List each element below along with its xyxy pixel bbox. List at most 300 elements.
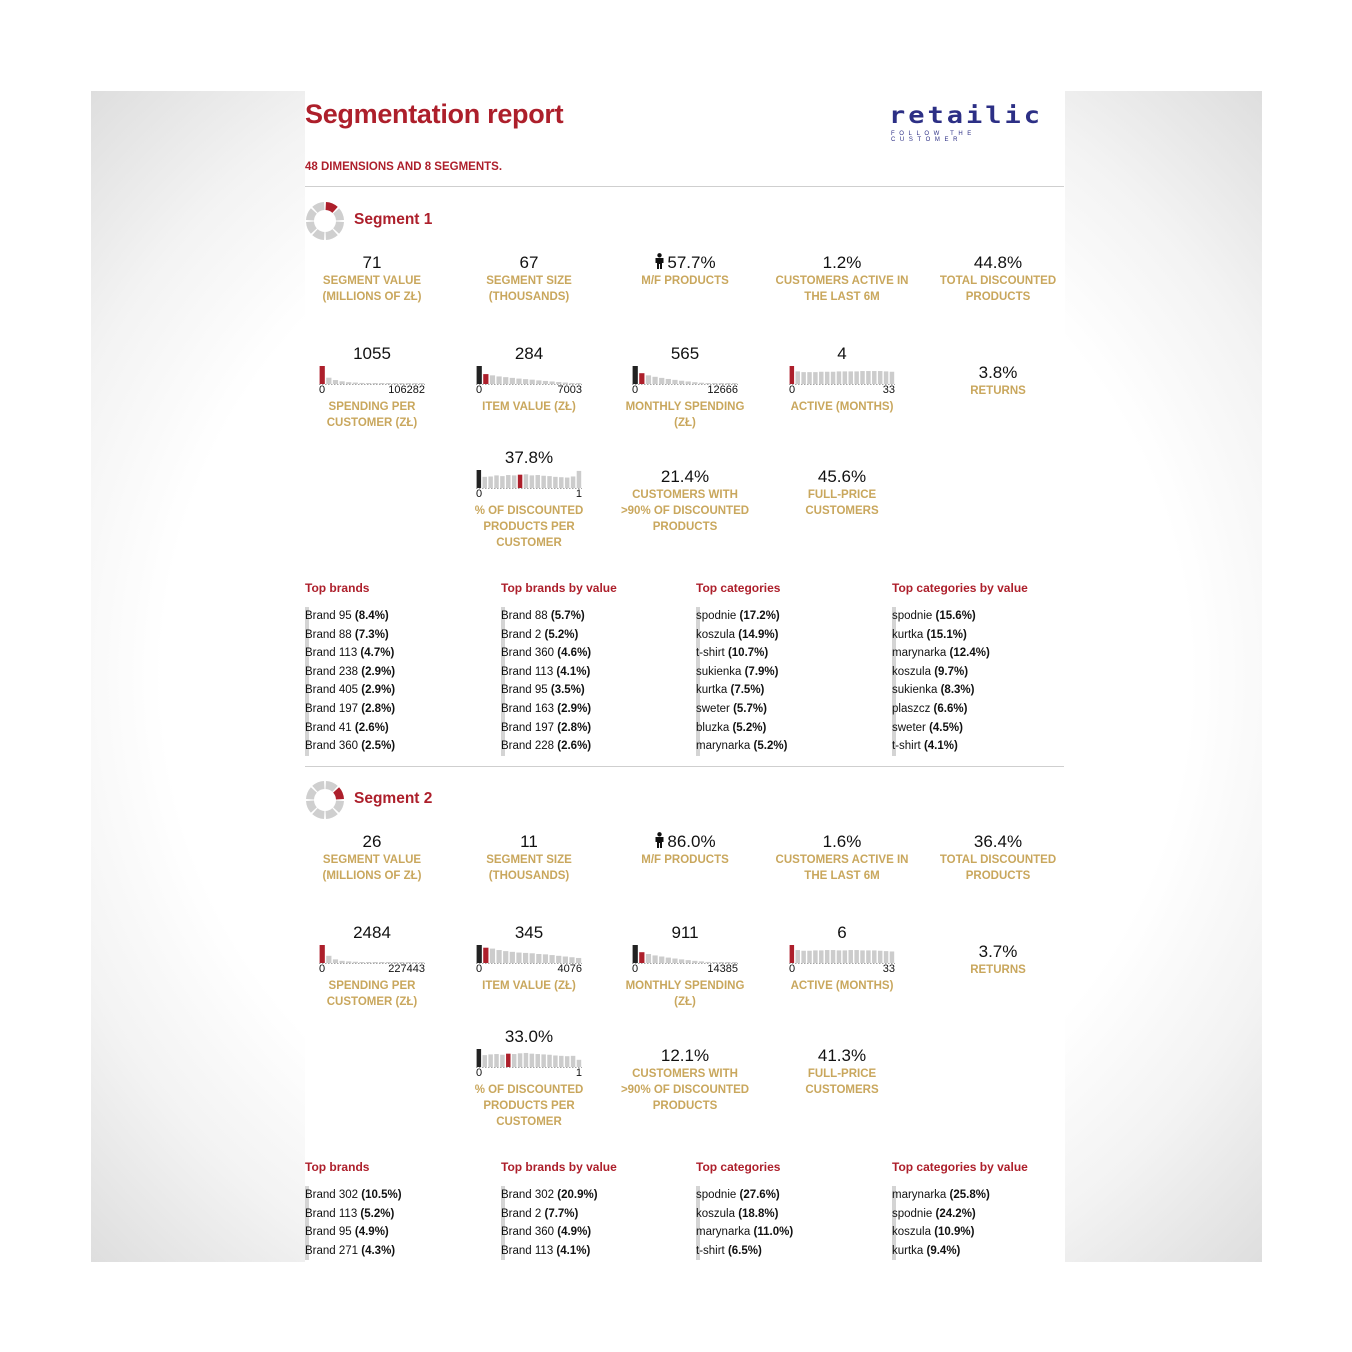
hist-bar <box>496 950 501 963</box>
list-item <box>501 1223 691 1242</box>
list-item <box>305 1205 495 1224</box>
top-brands-list <box>305 581 495 756</box>
hist-bar <box>353 962 358 963</box>
hist-bar <box>506 1054 510 1067</box>
total-discounted-number: 36.4% <box>973 832 1023 851</box>
list-item-percent: (4.6%) <box>557 647 592 660</box>
customers-90-discounted-number: 12.1% <box>660 1046 710 1065</box>
hist-min-label: 0 <box>476 488 483 500</box>
hist-bar <box>518 1053 522 1067</box>
list-item-name: bluzka <box>696 721 733 734</box>
hist-bar <box>477 470 481 488</box>
spending-per-customer <box>305 923 439 1010</box>
customers-active-label: CUSTOMERS ACTIVE IN THE LAST 6M <box>775 854 909 882</box>
list-item-name: marynarka <box>892 1189 950 1201</box>
returns <box>931 942 1065 978</box>
list-item <box>501 626 691 645</box>
hist-bar <box>807 372 811 384</box>
list-item <box>305 607 495 626</box>
list-item-percent: (4.9%) <box>557 1226 592 1239</box>
list-item-name: Brand 271 <box>305 1244 362 1257</box>
total-discounted-value <box>931 253 1065 273</box>
list-item-name: marynarka <box>696 1226 754 1239</box>
hist-min-label: 0 <box>476 963 483 975</box>
list-item-name: Brand 197 <box>305 702 362 715</box>
active-months-label: ACTIVE (MONTHS) <box>790 980 894 992</box>
active-months-value <box>775 923 909 943</box>
monthly-spending <box>618 923 752 1010</box>
hist-bar <box>500 476 504 488</box>
list-item-name: sweter <box>696 702 734 715</box>
spending-per-customer-histogram <box>319 945 425 978</box>
hist-bar <box>666 958 671 963</box>
hist-min-label: 0 <box>789 963 796 975</box>
list-item-percent: (3.5%) <box>550 684 585 697</box>
list-item <box>501 719 691 738</box>
hist-bar <box>530 475 534 488</box>
hist-bar <box>373 383 378 384</box>
list-item <box>696 626 886 645</box>
segment-value-number: 26 <box>362 832 382 851</box>
list-item <box>892 607 1065 626</box>
hist-bar <box>699 383 704 384</box>
customers-90-discounted-label: CUSTOMERS WITH >90% OF DISCOUNTED PRODUCTS <box>620 1068 750 1112</box>
list-item-percent: (4.9%) <box>354 1226 389 1239</box>
hist-bar <box>353 383 358 384</box>
logo-tagline: FOLLOW THE CUSTOMER <box>891 131 976 143</box>
list-item-percent: (5.7%) <box>733 702 767 715</box>
list-item <box>892 700 1065 719</box>
hist-bar <box>699 961 704 963</box>
list-item <box>892 1242 1065 1261</box>
list-item-percent: (15.1%) <box>926 628 967 641</box>
hist-bar <box>795 950 799 963</box>
hist-bar <box>541 1054 545 1067</box>
list-item-name: Brand 2 <box>501 1207 545 1220</box>
list-item-percent: (9.4%) <box>926 1244 961 1257</box>
hist-bar <box>843 950 847 963</box>
logo-wordmark: retailic <box>889 102 1044 130</box>
list-item <box>501 607 691 626</box>
segment-header <box>305 201 605 241</box>
hist-max-label: 4076 <box>557 963 582 975</box>
customers-90-discounted-label: CUSTOMERS WITH >90% OF DISCOUNTED PRODUCTS <box>620 489 750 533</box>
hist-bar <box>346 382 351 384</box>
hist-bar <box>503 377 508 384</box>
active-months <box>775 923 909 994</box>
spending-per-customer-number: 2484 <box>353 923 391 942</box>
list-item-name: t-shirt <box>696 1244 728 1257</box>
list-item-name: sweter <box>892 721 930 734</box>
list-item <box>696 1205 886 1224</box>
customers-active-value <box>775 832 909 852</box>
hist-bar <box>346 961 351 963</box>
full-price-customers <box>775 1046 909 1098</box>
hist-bar <box>516 953 521 963</box>
list-item-percent: (4.1%) <box>556 1244 591 1257</box>
list-item-percent: (9.7%) <box>934 665 969 678</box>
pct-discounted-label: % OF DISCOUNTED PRODUCTS PER CUSTOMER <box>474 505 584 549</box>
list-item <box>892 719 1065 738</box>
hist-bar <box>523 379 528 384</box>
list-item-name: Brand 302 <box>501 1189 558 1201</box>
top-brands-list-title: Top brands <box>305 1160 370 1174</box>
hist-max-label: 1 <box>575 488 582 500</box>
list-item-percent: (10.5%) <box>361 1189 402 1201</box>
monthly-spending-label: MONTHLY SPENDING (ZŁ) <box>625 980 745 1008</box>
list-item <box>892 681 1065 700</box>
total-discounted-label: TOTAL DISCOUNTED PRODUCTS <box>939 275 1057 303</box>
hist-bar <box>652 955 657 963</box>
list-item-percent: (2.9%) <box>361 684 396 697</box>
hist-bar <box>843 371 847 384</box>
active-months <box>775 344 909 415</box>
hist-bar <box>646 954 651 963</box>
list-item-percent: (14.9%) <box>738 628 779 641</box>
pct-discounted-histogram <box>476 470 582 503</box>
hist-bar <box>536 380 541 384</box>
hist-bar <box>646 375 651 384</box>
hist-bar <box>672 380 677 384</box>
hist-bar <box>524 1053 528 1067</box>
list-item-name: spodnie <box>696 610 740 622</box>
list-item-percent: (5.7%) <box>550 610 585 622</box>
list-item-percent: (5.2%) <box>753 740 788 753</box>
pct-discounted-histogram <box>476 1049 582 1082</box>
list-item <box>892 626 1065 645</box>
returns-label: RETURNS <box>970 385 1026 397</box>
segment-size-number: 11 <box>520 832 538 851</box>
monthly-spending-histogram-svg <box>632 366 738 386</box>
hist-bar <box>494 1054 498 1067</box>
list-item-name: koszula <box>696 1207 739 1220</box>
spending-per-customer-histogram-svg <box>319 945 425 965</box>
segment-value-number: 71 <box>362 253 382 272</box>
list-item-name: spodnie <box>696 1189 740 1201</box>
divider <box>305 766 1064 767</box>
hist-bar <box>535 1054 539 1067</box>
pct-discounted-number: 33.0% <box>504 1027 554 1046</box>
list-item-percent: (10.9%) <box>934 1226 975 1239</box>
hist-bar <box>559 477 563 488</box>
hist-bar <box>510 378 515 384</box>
mf-products-number: 57.7% <box>667 253 716 272</box>
spending-per-customer-histogram-svg <box>319 366 425 386</box>
report-title: Segmentation report <box>305 99 564 129</box>
hist-bar <box>488 1054 492 1067</box>
hist-bar <box>866 950 870 963</box>
full-price-customers-value <box>775 467 909 487</box>
item-value-value <box>462 923 596 943</box>
spending-per-customer-label: SPENDING PER CUSTOMER (ZŁ) <box>326 980 418 1008</box>
hist-bar <box>483 374 488 384</box>
hist-max-label: 7003 <box>557 384 582 396</box>
hist-max-label: 227443 <box>388 963 425 975</box>
list-item-name: Brand 41 <box>305 721 355 734</box>
hist-bar <box>801 951 805 963</box>
hist-bar <box>837 371 841 384</box>
list-item <box>696 700 886 719</box>
customers-active-label: CUSTOMERS ACTIVE IN THE LAST 6M <box>775 275 909 303</box>
hist-bar <box>547 1055 551 1067</box>
retailic-logo <box>889 102 1044 143</box>
list-item <box>696 719 886 738</box>
hist-max-label: 1 <box>575 1067 582 1079</box>
list-item-name: Brand 88 <box>501 610 551 622</box>
list-item-name: spodnie <box>892 610 936 622</box>
spending-per-customer <box>305 344 439 431</box>
hist-bar <box>379 383 384 384</box>
full-price-customers <box>775 467 909 519</box>
hist-bar <box>565 1056 569 1067</box>
list-item-percent: (4.7%) <box>360 647 395 660</box>
list-item <box>696 1242 886 1261</box>
hist-bar <box>500 1055 504 1067</box>
returns-value <box>931 363 1065 383</box>
page-backdrop <box>91 91 1262 1262</box>
item-value-label: ITEM VALUE (ZŁ) <box>482 401 576 413</box>
list-item-name: Brand 360 <box>501 647 558 660</box>
segment-1 <box>305 201 1065 781</box>
customers-active-number: 1.2% <box>822 253 862 272</box>
segment-size <box>462 253 596 305</box>
hist-bar <box>333 959 338 963</box>
item-value-histogram-svg <box>476 366 582 386</box>
customers-90-discounted-number: 21.4% <box>660 467 710 486</box>
hist-max-label: 33 <box>882 384 895 396</box>
item-value-value <box>462 344 596 364</box>
monthly-spending-number: 911 <box>671 923 699 942</box>
list-item <box>696 663 886 682</box>
divider <box>305 186 1064 187</box>
segment-header <box>305 780 605 820</box>
monthly-spending-value <box>618 923 752 943</box>
hist-bar <box>543 954 548 963</box>
monthly-spending-value <box>618 344 752 364</box>
list-item-name: Brand 95 <box>305 610 355 622</box>
full-price-customers-label: FULL-PRICE CUSTOMERS <box>805 1068 879 1096</box>
total-discounted <box>931 832 1065 884</box>
list-item-percent: (24.2%) <box>935 1207 976 1220</box>
pct-discounted-value <box>462 1027 596 1047</box>
mf-products-label: M/F PRODUCTS <box>641 854 729 866</box>
hist-bar <box>866 371 870 384</box>
item-value-number: 345 <box>514 923 544 942</box>
top-brands-value-list <box>501 581 691 756</box>
hist-bar <box>339 381 344 384</box>
top-categories-value-list-title: Top categories by value <box>892 581 1028 595</box>
list-item <box>305 719 495 738</box>
list-item-name: sukienka <box>892 684 941 697</box>
hist-bar <box>524 474 528 488</box>
full-price-customers-value <box>775 1046 909 1066</box>
mf-products-value <box>618 832 752 852</box>
list-item <box>892 644 1065 663</box>
list-item-percent: (4.1%) <box>923 740 958 753</box>
donut-chart <box>305 780 345 820</box>
hist-bar <box>652 377 657 384</box>
hist-bar <box>571 1056 575 1067</box>
list-item <box>305 700 495 719</box>
list-item-name: Brand 228 <box>501 740 558 753</box>
mf-products-number: 86.0% <box>667 832 716 851</box>
list-item-percent: (2.8%) <box>557 721 592 734</box>
hist-bar <box>494 475 498 488</box>
list-item-name: koszula <box>892 665 935 678</box>
hist-bar <box>366 962 371 963</box>
hist-min-label: 0 <box>476 384 483 396</box>
list-item <box>305 626 495 645</box>
hist-bar <box>659 378 664 384</box>
list-item <box>305 1242 495 1261</box>
hist-bar <box>366 383 371 384</box>
list-item-name: Brand 95 <box>305 1226 355 1239</box>
list-item <box>892 663 1065 682</box>
hist-bar <box>523 953 528 963</box>
hist-bar <box>359 383 364 384</box>
monthly-spending-histogram-svg <box>632 945 738 965</box>
segment-size-number: 67 <box>519 253 539 272</box>
hist-bar <box>878 951 882 963</box>
hist-bar <box>577 471 581 488</box>
hist-bar <box>488 476 492 488</box>
hist-bar <box>556 956 561 963</box>
item-value-histogram <box>476 945 582 978</box>
total-discounted-number: 44.8% <box>973 253 1023 272</box>
returns-number: 3.8% <box>978 363 1018 382</box>
list-item <box>696 1223 886 1242</box>
hist-max-label: 12666 <box>707 384 738 396</box>
customers-90-discounted-value <box>618 1046 752 1066</box>
hist-bar <box>530 1054 534 1067</box>
list-item <box>305 737 495 756</box>
hist-bar <box>854 950 858 963</box>
list-item-percent: (2.9%) <box>361 665 396 678</box>
hist-bar <box>692 382 697 384</box>
list-item <box>501 644 691 663</box>
active-months-label: ACTIVE (MONTHS) <box>790 401 894 413</box>
pct-discounted-value <box>462 448 596 468</box>
list-item <box>305 681 495 700</box>
segment-value-value <box>305 832 439 852</box>
hist-bar <box>496 376 501 384</box>
hist-bar <box>872 950 876 963</box>
hist-min-label: 0 <box>319 384 326 396</box>
top-brands-value-list-title: Top brands by value <box>501 1160 617 1174</box>
list-item-percent: (4.1%) <box>556 665 591 678</box>
spending-per-customer-number: 1055 <box>353 344 391 363</box>
hist-bar <box>490 375 495 384</box>
hist-bar <box>536 954 541 963</box>
monthly-spending-label: MONTHLY SPENDING (ZŁ) <box>625 401 745 429</box>
hist-bar <box>825 372 829 384</box>
donut-chart <box>305 201 345 241</box>
segment-value <box>305 253 439 305</box>
hist-min-label: 0 <box>789 384 796 396</box>
list-item-name: Brand 197 <box>501 721 558 734</box>
list-item-name: Brand 113 <box>305 1207 361 1220</box>
hist-bar <box>837 950 841 963</box>
hist-bar <box>506 475 510 488</box>
hist-bar <box>679 959 684 963</box>
list-item-percent: (5.2%) <box>360 1207 395 1220</box>
hist-bar <box>512 1054 516 1067</box>
pct-discounted-label: % OF DISCOUNTED PRODUCTS PER CUSTOMER <box>474 1084 584 1128</box>
active-months-histogram-svg <box>789 366 895 386</box>
segment-title: Segment 2 <box>354 790 433 807</box>
list-item <box>696 681 886 700</box>
segment-size <box>462 832 596 884</box>
active-months-value <box>775 344 909 364</box>
hist-max-label: 14385 <box>707 963 738 975</box>
pct-discounted <box>462 1027 596 1130</box>
list-item-percent: (11.0%) <box>753 1226 794 1239</box>
list-item <box>892 1186 1065 1205</box>
list-item-percent: (2.8%) <box>361 702 396 715</box>
list-item-name: Brand 163 <box>501 702 558 715</box>
report-page <box>305 91 1065 1262</box>
list-item-percent: (10.7%) <box>727 647 769 660</box>
top-categories-value-list-title: Top categories by value <box>892 1160 1028 1174</box>
list-item <box>305 1186 495 1205</box>
hist-bar <box>543 381 548 384</box>
hist-bar <box>860 950 864 963</box>
item-value-histogram <box>476 366 582 399</box>
top-categories-list-title: Top categories <box>696 1160 781 1174</box>
list-item-percent: (20.9%) <box>557 1189 598 1201</box>
list-item <box>892 737 1065 756</box>
list-item-percent: (2.9%) <box>557 702 592 715</box>
hist-bar <box>483 948 488 963</box>
top-brands-list <box>305 1160 495 1260</box>
list-item-name: kurtka <box>696 684 731 697</box>
hist-bar <box>639 952 644 963</box>
list-item-percent: (25.8%) <box>949 1189 990 1201</box>
active-months-histogram <box>789 945 895 978</box>
list-item <box>696 644 886 663</box>
list-item-name: kurtka <box>892 1244 927 1257</box>
list-item-percent: (27.6%) <box>739 1189 780 1201</box>
hist-bar <box>320 945 325 963</box>
list-item-name: Brand 302 <box>305 1189 362 1201</box>
hist-min-label: 0 <box>319 963 326 975</box>
spending-per-customer-histogram <box>319 366 425 399</box>
hist-bar <box>633 945 638 963</box>
customers-active-value <box>775 253 909 273</box>
returns-number: 3.7% <box>978 942 1018 961</box>
monthly-spending-histogram <box>632 945 738 978</box>
segment-value-label: SEGMENT VALUE (MILLIONS OF ZŁ) <box>322 275 422 303</box>
active-months-histogram <box>789 366 895 399</box>
active-months-number: 6 <box>837 923 847 942</box>
list-item-name: Brand 113 <box>501 1244 557 1257</box>
hist-bar <box>831 950 835 963</box>
list-item <box>305 663 495 682</box>
pct-discounted-number: 37.8% <box>504 448 554 467</box>
top-categories-value-list <box>892 1160 1065 1260</box>
returns <box>931 363 1065 399</box>
list-item-percent: (5.2%) <box>732 721 767 734</box>
top-categories-list <box>696 1160 886 1260</box>
list-item-percent: (5.2%) <box>544 628 579 641</box>
item-value <box>462 923 596 994</box>
spending-per-customer-value <box>305 923 439 943</box>
spending-per-customer-label: SPENDING PER CUSTOMER (ZŁ) <box>326 401 418 429</box>
pct-discounted-histogram-svg <box>476 1049 582 1069</box>
list-item <box>501 1242 691 1261</box>
hist-bar <box>482 477 486 488</box>
top-brands-value-list-title: Top brands by value <box>501 581 617 595</box>
